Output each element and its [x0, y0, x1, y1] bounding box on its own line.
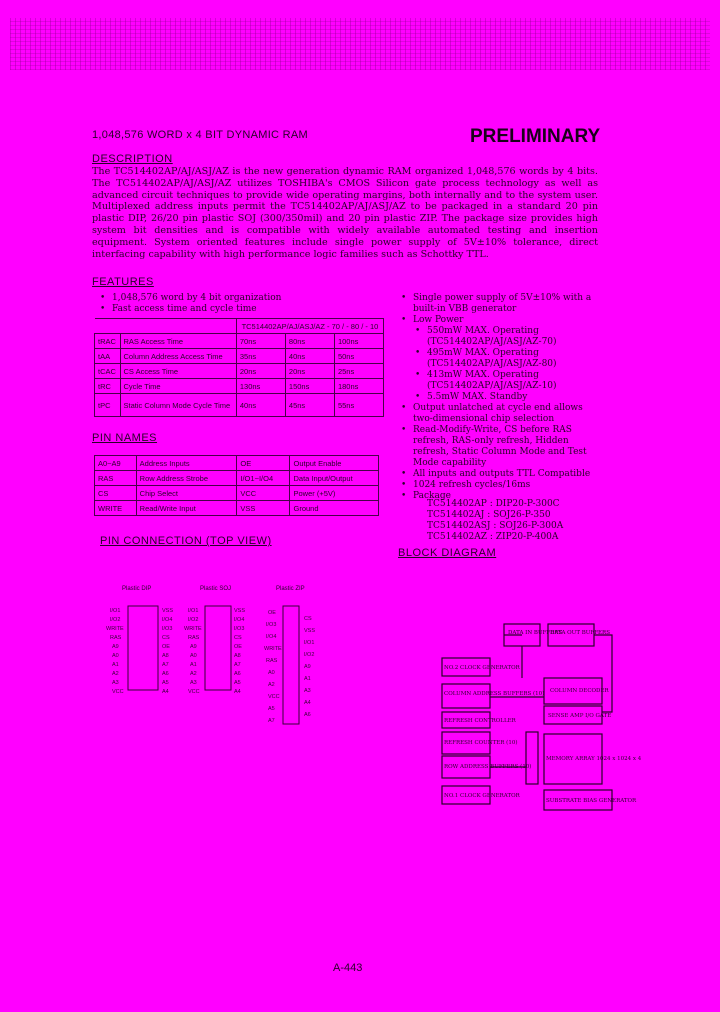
svg-text:I/O4: I/O4: [234, 617, 245, 623]
block-label: ROW ADDRESS BUFFERS (10): [444, 764, 532, 770]
svg-text:A4: A4: [162, 689, 169, 695]
features-right-list: [413, 293, 598, 502]
table-row: tPC Static Column Mode Cycle Time 40ns 45ns 55ns: [95, 394, 384, 417]
dip-label: Plastic DIP: [122, 586, 152, 592]
description-text: The TC514402AP/AJ/ASJ/AZ is the new generation dynamic RAM organized 1,048,576 words by 4 bits. The TC514402AP/AJ/ASJ/AZ utilizes TOSHIBA's CMOS Silicon gate process technology as well as advanced circuit techniques to provide wide operating margins, both internally and to the system user. Multiplexed address inputs permit the TC514402AP/AJ/ASJ/AZ to be packaged in a standard 20 pin plastic DIP, 26/20 pin plastic SOJ (300/350mil) and 20 pin plastic ZIP. The package size provides high system bit densities and is compatible with widely available automated testing and insertion equipment. System oriented features include single power supply of 5V±10% tolerance, direct interfacing capability with high performance logic families such as Schottky TTL.: [92, 166, 598, 260]
svg-text:A1: A1: [304, 676, 311, 682]
soj-label: Plastic SOJ: [200, 586, 232, 592]
block-label: SENSE AMP I/O GATE: [548, 713, 612, 719]
svg-text:A3: A3: [190, 680, 197, 686]
timing-table: [94, 318, 384, 417]
svg-text:I/O3: I/O3: [162, 626, 173, 632]
svg-text:I/O4: I/O4: [266, 634, 277, 640]
package-row: TC514402AP : DIP20-P-300C: [427, 499, 560, 509]
svg-text:VCC: VCC: [268, 694, 280, 700]
row-decoder-block: [526, 732, 538, 784]
svg-text:A7: A7: [162, 662, 169, 668]
feature-item: • Package: [413, 491, 598, 502]
svg-text:I/O1: I/O1: [188, 608, 199, 614]
svg-text:A2: A2: [190, 671, 197, 677]
feature-item: • 1024 refresh cycles/16ms: [413, 480, 598, 491]
page-title: 1,048,576 WORD x 4 BIT DYNAMIC RAM: [92, 129, 308, 141]
dip-package: [128, 606, 158, 690]
svg-text:CS: CS: [304, 616, 312, 622]
svg-text:VSS: VSS: [304, 628, 316, 634]
description-heading: DESCRIPTION: [92, 153, 173, 165]
svg-text:A9: A9: [304, 664, 311, 670]
features-left-list: [112, 293, 392, 314]
svg-text:A1: A1: [190, 662, 197, 668]
svg-text:A7: A7: [268, 718, 275, 724]
svg-text:A5: A5: [234, 680, 241, 686]
feature-item: • Output unlatched at cycle end allows two-dimensional chip selection: [413, 403, 598, 425]
block-label: MEMORY ARRAY 1024 x 1024 x 4: [546, 756, 642, 762]
svg-text:A9: A9: [112, 644, 119, 650]
table-row: tRAC RAS Access Time 70ns 80ns 100ns: [95, 334, 384, 349]
svg-text:A0: A0: [268, 670, 275, 676]
svg-text:I/O3: I/O3: [266, 622, 277, 628]
block-diagram: [392, 582, 718, 812]
svg-text:WRITE: WRITE: [106, 626, 124, 632]
table-row: RAS Row Address Strobe I/O1~I/O4 Data Input/Output: [95, 471, 379, 486]
feature-subitem: • 5.5mW MAX. Standby: [413, 392, 598, 403]
svg-text:A2: A2: [268, 682, 275, 688]
svg-text:CS: CS: [234, 635, 242, 641]
pin-names-table: [94, 455, 379, 516]
feature-item: • 1,048,576 word by 4 bit organization: [112, 293, 392, 304]
feature-item: • Fast access time and cycle time: [112, 304, 392, 315]
svg-text:A4: A4: [304, 700, 311, 706]
svg-text:OE: OE: [268, 610, 276, 616]
svg-text:WRITE: WRITE: [264, 646, 282, 652]
svg-text:I/O3: I/O3: [234, 626, 245, 632]
table-row: tCAC CS Access Time 20ns 20ns 25ns: [95, 364, 384, 379]
svg-text:WRITE: WRITE: [184, 626, 202, 632]
svg-text:A1: A1: [112, 662, 119, 668]
svg-text:RAS: RAS: [110, 635, 122, 641]
zip-label: Plastic ZIP: [276, 586, 305, 592]
svg-text:A7: A7: [234, 662, 241, 668]
block-label: NO.2 CLOCK GENERATOR: [444, 665, 520, 671]
feature-subitem: • 550mW MAX. Operating (TC514402AP/AJ/ASJ/AZ-70): [413, 326, 598, 348]
page-number: A-443: [333, 962, 363, 974]
svg-text:OE: OE: [162, 644, 170, 650]
feature-subitem: • 413mW MAX. Operating (TC514402AP/AJ/ASJ/AZ-10): [413, 370, 598, 392]
feature-item: • Single power supply of 5V±10% with a built-in VBB generator: [413, 293, 598, 315]
block-label: DATA OUT BUFFERS: [550, 630, 610, 636]
pin-names-heading: PIN NAMES: [92, 432, 158, 444]
scan-noise-band: [10, 18, 710, 70]
preliminary-badge: PRELIMINARY: [470, 126, 601, 147]
svg-text:I/O2: I/O2: [110, 617, 121, 623]
block-label: DATA IN BUFFERS: [508, 630, 563, 636]
block-label: COLUMN ADDRESS BUFFERS (10): [444, 691, 545, 697]
pinout-diagrams: [100, 600, 340, 730]
feature-item: • Low Power: [413, 315, 598, 326]
svg-text:RAS: RAS: [188, 635, 200, 641]
svg-text:I/O1: I/O1: [110, 608, 121, 614]
pin-connection-heading: PIN CONNECTION (TOP VIEW): [100, 535, 272, 547]
svg-text:I/O2: I/O2: [188, 617, 199, 623]
svg-text:A4: A4: [234, 689, 241, 695]
svg-text:VSS: VSS: [162, 608, 174, 614]
svg-text:A8: A8: [234, 653, 241, 659]
svg-text:VCC: VCC: [188, 689, 200, 695]
feature-item: • Read-Modify-Write, CS before RAS refresh, RAS-only refresh, Hidden refresh, Static Column Mode and Test Mode capability: [413, 425, 598, 469]
soj-package: [205, 606, 231, 690]
svg-text:I/O1: I/O1: [304, 640, 315, 646]
block-label: NO.1 CLOCK GENERATOR: [444, 793, 520, 799]
svg-text:A8: A8: [162, 653, 169, 659]
svg-text:A3: A3: [112, 680, 119, 686]
svg-text:A3: A3: [304, 688, 311, 694]
block-label: REFRESH CONTROLLER: [444, 718, 516, 724]
svg-text:A9: A9: [190, 644, 197, 650]
svg-text:RAS: RAS: [266, 658, 278, 664]
svg-text:OE: OE: [234, 644, 242, 650]
block-label: REFRESH COUNTER (10): [444, 740, 518, 746]
table-row: CS Chip Select VCC Power (+5V): [95, 486, 379, 501]
package-row: TC514402AJ : SOJ26-P-350: [427, 510, 551, 520]
block-label: SUBSTRATE BIAS GENERATOR: [546, 798, 637, 804]
svg-text:I/O4: I/O4: [162, 617, 173, 623]
package-list: [427, 499, 607, 543]
table-row: tAA Column Address Access Time 35ns 40ns 50ns: [95, 349, 384, 364]
svg-text:A0: A0: [112, 653, 119, 659]
table-row: WRITE Read/Write Input VSS Ground: [95, 501, 379, 516]
table-row: tRC Cycle Time 130ns 150ns 180ns: [95, 379, 384, 394]
svg-text:A6: A6: [162, 671, 169, 677]
package-row: TC514402AZ : ZIP20-P-400A: [427, 532, 559, 542]
timing-table-header: TC514402AP/AJ/ASJ/AZ - 70 / - 80 / - 10: [236, 319, 383, 334]
svg-text:CS: CS: [162, 635, 170, 641]
svg-text:A6: A6: [234, 671, 241, 677]
svg-text:A6: A6: [304, 712, 311, 718]
svg-text:A2: A2: [112, 671, 119, 677]
svg-text:A5: A5: [162, 680, 169, 686]
svg-text:VCC: VCC: [112, 689, 124, 695]
block-label: COLUMN DECODER: [550, 688, 609, 694]
features-heading: FEATURES: [92, 276, 154, 288]
svg-text:A5: A5: [268, 706, 275, 712]
feature-item: • All inputs and outputs TTL Compatible: [413, 469, 598, 480]
zip-package: [283, 606, 299, 724]
feature-subitem: • 495mW MAX. Operating (TC514402AP/AJ/ASJ/AZ-80): [413, 348, 598, 370]
table-row: A0~A9 Address Inputs OE Output Enable: [95, 456, 379, 471]
svg-text:VSS: VSS: [234, 608, 246, 614]
svg-text:I/O2: I/O2: [304, 652, 315, 658]
svg-text:A0: A0: [190, 653, 197, 659]
block-diagram-heading: BLOCK DIAGRAM: [398, 547, 497, 559]
package-row: TC514402ASJ : SOJ26-P-300A: [427, 521, 564, 531]
